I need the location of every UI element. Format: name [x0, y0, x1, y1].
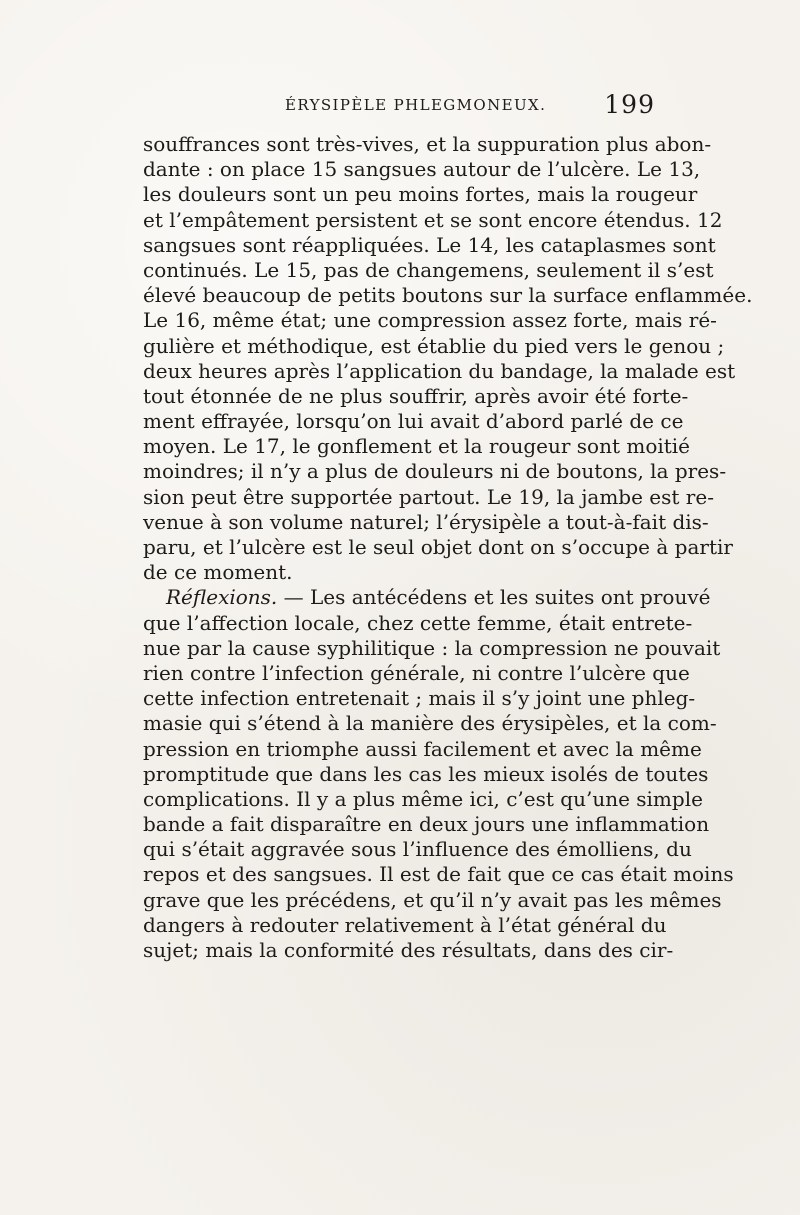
text-line: de ce moment.: [143, 560, 293, 585]
main-text: [143, 132, 753, 963]
text-line: bande a fait disparaître en deux jours une inflammation: [143, 812, 710, 837]
text-line: sujet; mais la conformité des résultats, dans des cir-: [143, 938, 674, 962]
reflexions-heading: Réflexions.: [166, 585, 278, 610]
text-line: sion peut être supportée partout. Le 19, la jambe est re-: [143, 484, 714, 509]
paragraph-start-line: [143, 585, 711, 610]
text-line: masie qui s’étend à la manière des érysipèles, et la com-: [143, 711, 717, 736]
text-line: dangers à redouter relativement à l’état général du: [143, 912, 667, 937]
text-line: rien contre l’infection générale, ni contre l’ulcère que: [143, 660, 690, 685]
text-line: nue par la cause syphilitique : la compression ne pouvait: [143, 635, 721, 660]
text-line: grave que les précédens, et qu’il n’y avait pas les mêmes: [143, 887, 722, 912]
text-line: élevé beaucoup de petits boutons sur la surface enflammée.: [143, 283, 753, 308]
text-line: les douleurs sont un peu moins fortes, mais la rougeur: [143, 182, 698, 207]
text-line: ment effrayée, lorsqu’on lui avait d’abord parlé de ce: [143, 409, 684, 434]
text-line: venue à son volume naturel; l’érysipèle a tout-à-fait dis-: [143, 509, 709, 534]
text-line: promptitude que dans les cas les mieux isolés de toutes: [143, 761, 709, 786]
page-number: 199: [604, 90, 655, 119]
running-title: ÉRYSIPÈLE PHLEGMONEUX.: [285, 96, 547, 114]
text-line: deux heures après l’application du bandage, la malade est: [143, 358, 736, 383]
text-line: dante : on place 15 sangsues autour de l’ulcère. Le 13,: [143, 157, 701, 182]
text-line: sangsues sont réappliquées. Le 14, les cataplasmes sont: [143, 232, 716, 257]
text-line: gulière et méthodique, est établie du pied vers le genou ;: [143, 333, 725, 358]
text-line: que l’affection locale, chez cette femme, était entrete-: [143, 610, 693, 635]
reflexions-intro-text: — Les antécédens et les suites ont prouvé: [277, 585, 711, 610]
text-line: paru, et l’ulcère est le seul objet dont on s’occupe à partir: [143, 535, 733, 559]
text-line: repos et des sangsues. Il est de fait que ce cas était moins: [143, 862, 734, 887]
text-line: souffrances sont très-vives, et la suppuration plus abon-: [143, 132, 712, 156]
text-line: cette infection entretenait ; mais il s’y joint une phleg-: [143, 686, 696, 711]
text-line: pression en triomphe aussi facilement et avec la même: [143, 736, 702, 761]
text-line: tout étonnée de ne plus souffrir, après avoir été forte-: [143, 383, 689, 408]
running-head: [145, 90, 655, 122]
text-line: continués. Le 15, pas de changemens, seulement il s’est: [143, 257, 714, 282]
text-line: moyen. Le 17, le gonflement et la rougeur sont moitié: [143, 434, 691, 459]
text-line: complications. Il y a plus même ici, c’est qu’une simple: [143, 786, 703, 811]
text-line: Le 16, même état; une compression assez forte, mais ré-: [143, 308, 717, 333]
text-line: qui s’était aggravée sous l’influence des émolliens, du: [143, 837, 692, 862]
text-line: et l’empâtement persistent et se sont encore étendus. 12: [143, 207, 723, 232]
text-line: moindres; il n’y a plus de douleurs ni de boutons, la pres-: [143, 459, 727, 484]
